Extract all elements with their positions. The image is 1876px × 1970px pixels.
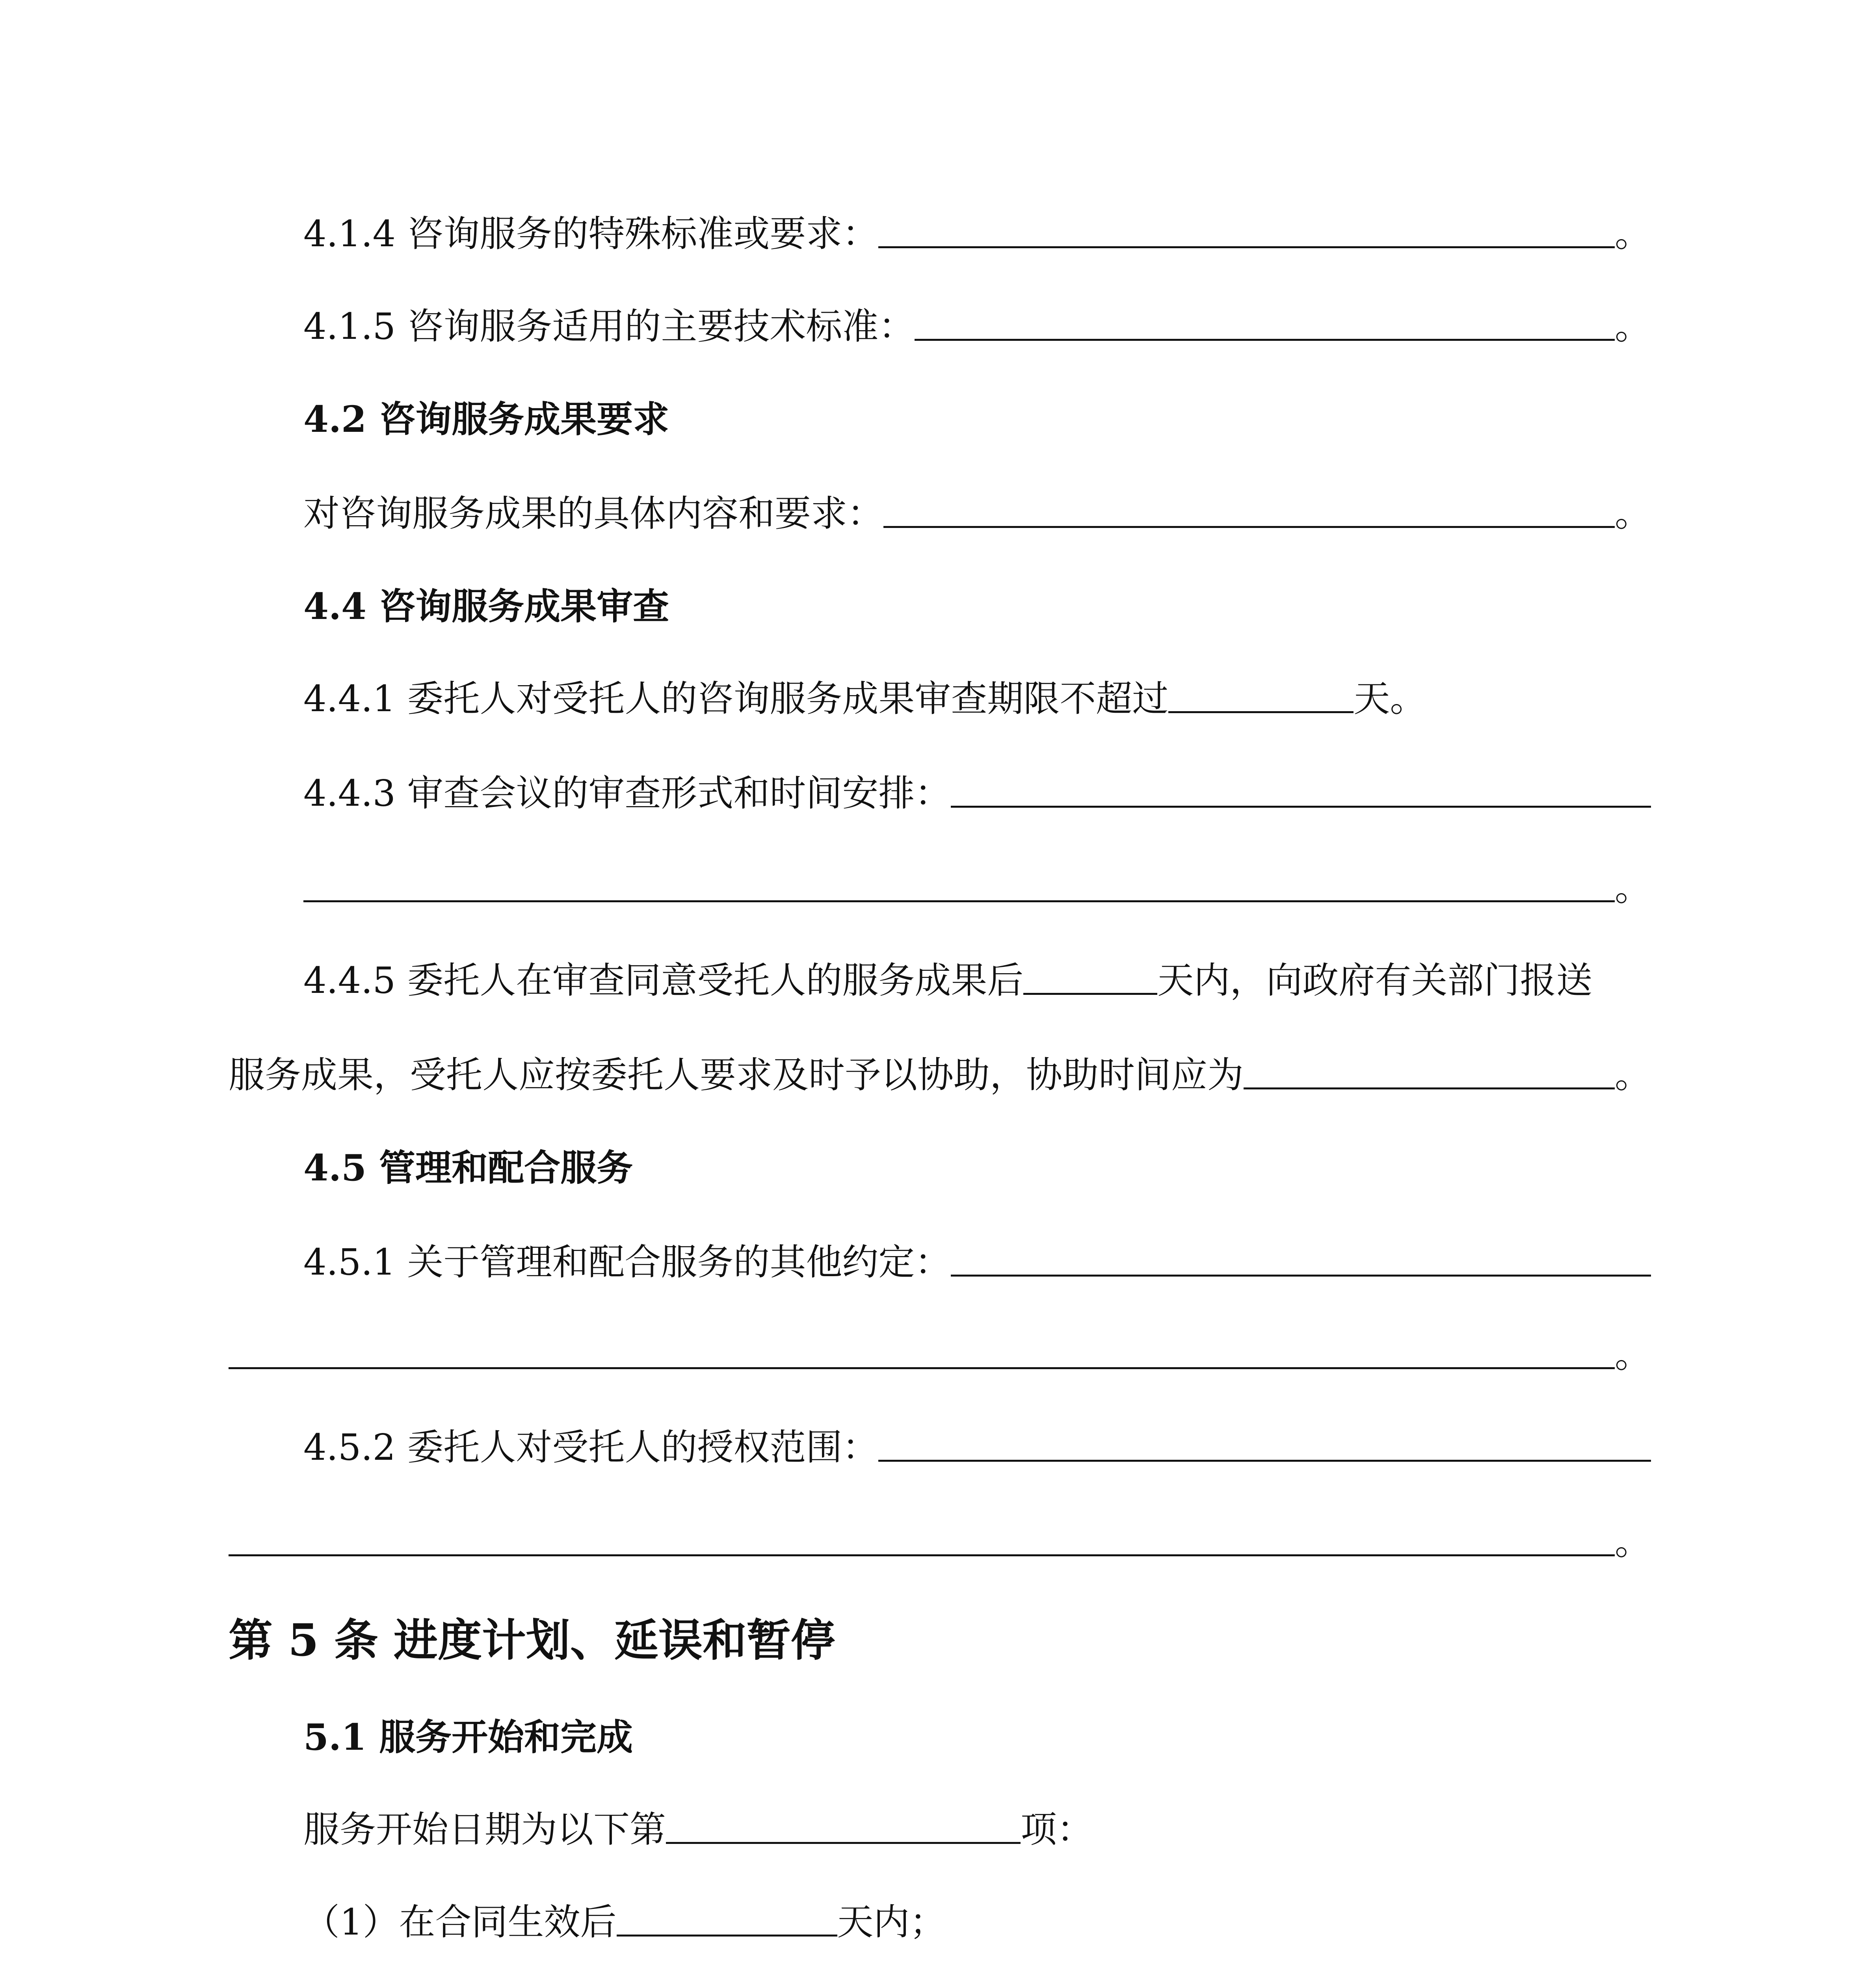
clause-end: 。: [1614, 305, 1651, 348]
fill-in-blank[interactable]: [303, 900, 1615, 902]
heading-text: 5.1 服务开始和完成: [303, 1716, 633, 1758]
clause-end: 项：: [1021, 1808, 1093, 1851]
clause-end: 。: [1614, 213, 1651, 255]
clause-text: 天内，向政府有关部门报送: [1157, 959, 1593, 1002]
clause-4-5-2: [303, 1399, 1651, 1466]
clause-end: 。: [1614, 1054, 1651, 1096]
clause-end: 。: [1614, 867, 1651, 909]
clause-4-4-5: [303, 932, 1651, 1002]
fill-in-blank[interactable]: [229, 1367, 1615, 1369]
start-option-1: [303, 1873, 1651, 1943]
clause-label: 对咨询服务成果的具体内容和要求：: [303, 492, 884, 535]
clause-end: 。: [1614, 492, 1651, 535]
clause-4-5-1: [303, 1214, 1651, 1283]
option-blank[interactable]: [666, 1842, 1021, 1844]
fill-in-blank[interactable]: [229, 1554, 1615, 1556]
clause-4-2-content: [303, 465, 1651, 535]
fill-in-blank[interactable]: [883, 526, 1615, 528]
heading-text: 4.5 管理和配合服务: [303, 1147, 633, 1189]
fill-in-blank[interactable]: [951, 806, 1651, 808]
heading-text: 4.4 咨询服务成果审查: [303, 585, 669, 628]
clause-end: 。: [1614, 1521, 1651, 1563]
days-blank[interactable]: [617, 1935, 837, 1937]
clause-label: 4.5.2 委托人对受托人的授权范围：: [303, 1426, 879, 1468]
clause-4-1-4: [303, 185, 1651, 255]
section-heading-4-2: [303, 370, 1651, 440]
fill-in-blank[interactable]: [951, 1275, 1651, 1277]
clause-4-4-5-continuation: [229, 1026, 1651, 1096]
clause-label: 4.5.1 关于管理和配合服务的其他约定：: [303, 1241, 951, 1283]
clause-label: 4.1.5 咨询服务适用的主要技术标准：: [303, 305, 915, 348]
clause-4-1-5: [303, 278, 1651, 348]
clause-label: 4.4.3 审查会议的审查形式和时间安排：: [303, 772, 951, 814]
fill-in-blank[interactable]: [878, 1460, 1651, 1462]
heading-text: 第 5 条 进度计划、延误和暂停: [229, 1615, 835, 1666]
clause-4-4-3-continuation: [303, 839, 1651, 909]
clause-4-4-3: [303, 745, 1651, 812]
start-option-2: [303, 1968, 1651, 1970]
fill-in-blank[interactable]: [915, 339, 1615, 341]
article-5-heading: [229, 1588, 1651, 1666]
clause-text: 4.4.5 委托人在审查同意受托人的服务成果后: [303, 959, 1024, 1002]
start-date-intro: [303, 1781, 1651, 1851]
clause-4-5-1-continuation: [229, 1306, 1651, 1376]
clause-4-4-1: [303, 650, 1651, 720]
clause-text: 服务成果，受托人应按委托人要求及时予以协助，协助时间应为: [229, 1054, 1244, 1096]
clause-4-5-2-continuation: [229, 1493, 1651, 1563]
section-heading-5-1: [303, 1688, 1651, 1758]
clause-label: （1）在合同生效后: [303, 1901, 617, 1943]
fill-in-blank[interactable]: [878, 246, 1615, 248]
clause-end: 。: [1614, 1334, 1651, 1376]
clause-label: 服务开始日期为以下第: [303, 1808, 666, 1851]
section-heading-4-5: [303, 1119, 1651, 1189]
section-heading-4-4: [303, 558, 1651, 628]
clause-label: 4.4.1 委托人对受托人的咨询服务成果审查期限不超过: [303, 678, 1169, 720]
days-blank[interactable]: [1168, 711, 1354, 713]
clause-end: 天。: [1354, 678, 1426, 720]
days-blank[interactable]: [1023, 993, 1157, 995]
clause-label: 4.1.4 咨询服务的特殊标准或要求：: [303, 213, 879, 255]
assist-time-blank[interactable]: [1244, 1087, 1615, 1089]
clause-end: 天内；: [837, 1901, 946, 1943]
heading-text: 4.2 咨询服务成果要求: [303, 398, 669, 440]
